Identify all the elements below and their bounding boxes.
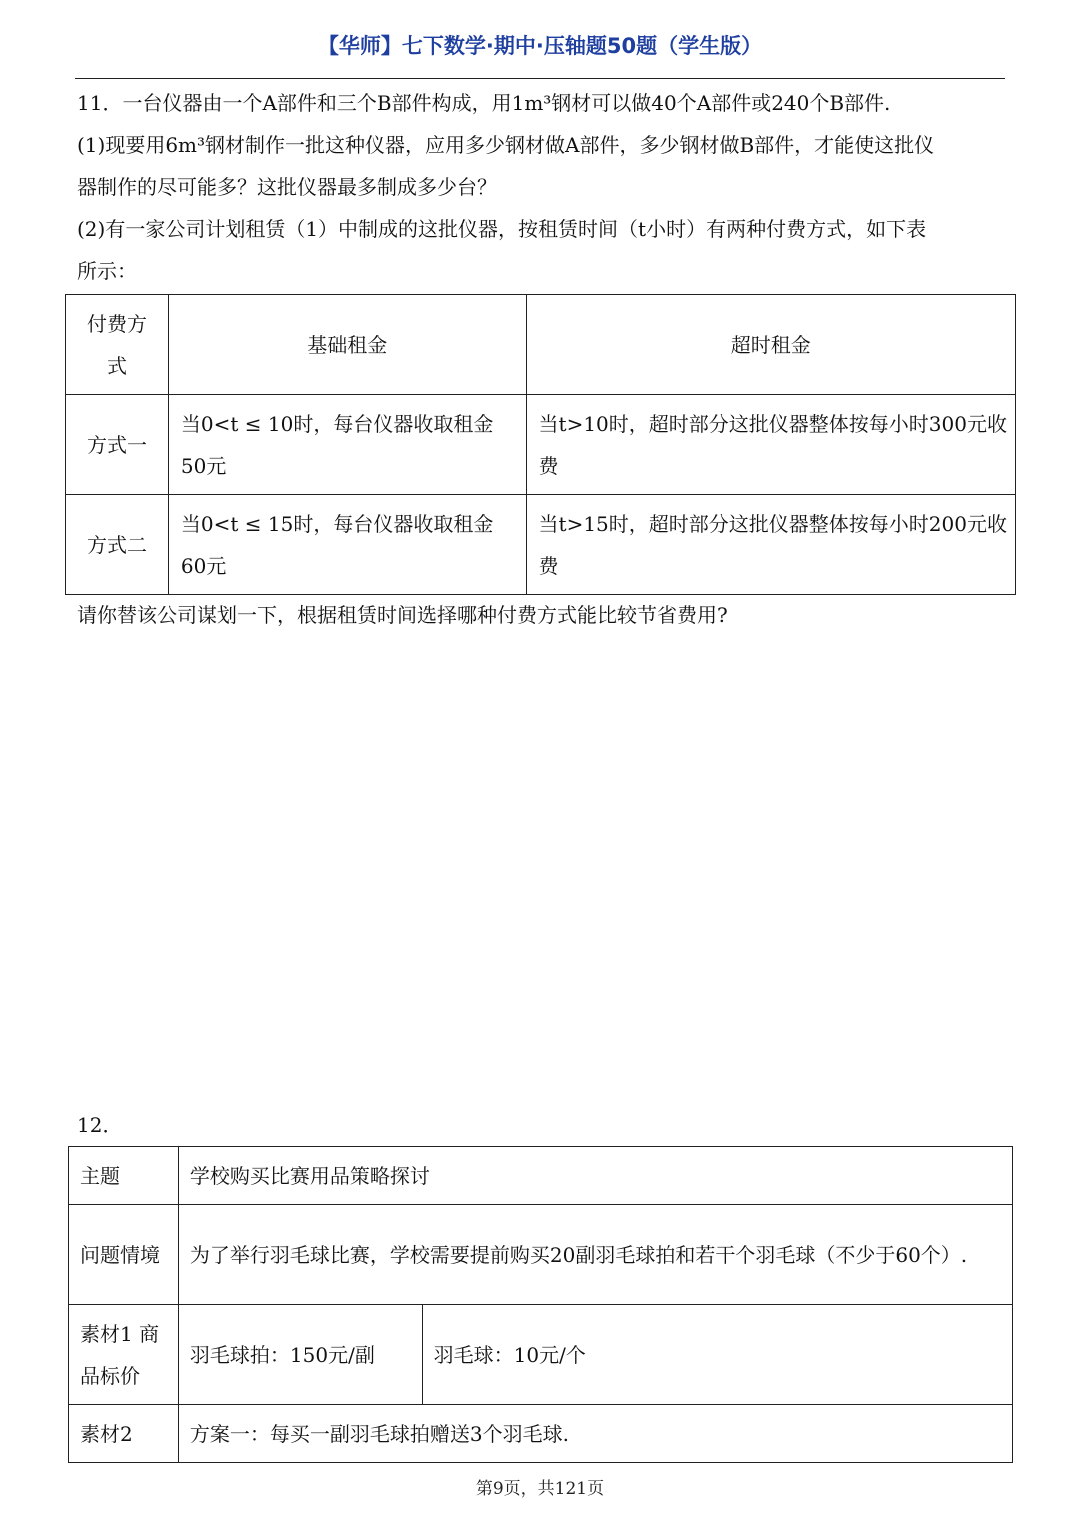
material2-label: 素材2	[69, 1405, 179, 1463]
method-cell: 方式二	[66, 495, 169, 595]
material2-value: 方案一：每买一副羽毛球拍赠送3个羽毛球.	[178, 1405, 1012, 1463]
table-header-row	[66, 295, 1016, 395]
method-cell: 方式一	[66, 395, 169, 495]
topic-label: 主题	[69, 1147, 179, 1205]
header-divider	[75, 78, 1005, 79]
document-header: 【华师】七下数学·期中·压轴题50题（学生版）	[317, 34, 763, 58]
topic-value: 学校购买比赛用品策略探讨	[178, 1147, 1012, 1205]
question-12-number: 12．	[77, 1113, 123, 1137]
page-number: 第9页，共121页	[475, 1479, 605, 1499]
situation-value: 为了举行羽毛球比赛，学校需要提前购买20副羽毛球拍和若干个羽毛球（不少于60个）.	[178, 1205, 1012, 1305]
question-11-ask: 请你替该公司谋划一下，根据租赁时间选择哪种付费方式能比较节省费用?	[77, 603, 728, 627]
question-12-table	[68, 1146, 1013, 1463]
situation-label: 问题情境	[69, 1205, 179, 1305]
question-11-part1-line2: 器制作的尽可能多？这批仪器最多制成多少台？	[77, 175, 497, 199]
table-row	[69, 1305, 1013, 1405]
material1-ball-price: 羽毛球：10元/个	[422, 1305, 1012, 1405]
overtime-rent-cell: 当t>10时，超时部分这批仪器整体按每小时300元收费	[526, 395, 1015, 495]
header-payment-method: 付费方式	[66, 295, 169, 395]
header-base-rent: 基础租金	[168, 295, 526, 395]
overtime-rent-cell: 当t>15时，超时部分这批仪器整体按每小时200元收费	[526, 495, 1015, 595]
table-row	[66, 395, 1016, 495]
material1-racket-price: 羽毛球拍：150元/副	[178, 1305, 422, 1405]
header-overtime-rent: 超时租金	[526, 295, 1015, 395]
table-row	[69, 1205, 1013, 1305]
base-rent-cell: 当0<t ≤ 10时，每台仪器收取租金50元	[168, 395, 526, 495]
question-11-part2-line2: 所示：	[77, 259, 137, 283]
question-11-part1-line1: (1)现要用6m³钢材制作一批这种仪器，应用多少钢材做A部件，多少钢材做B部件，才能使这批仪	[77, 133, 935, 157]
base-rent-cell: 当0<t ≤ 15时，每台仪器收取租金60元	[168, 495, 526, 595]
table-row	[66, 495, 1016, 595]
table-row	[69, 1405, 1013, 1463]
question-11-stem: 11．一台仪器由一个A部件和三个B部件构成，用1m³钢材可以做40个A部件或240个B部件.	[77, 91, 891, 115]
table-row	[69, 1147, 1013, 1205]
material1-label: 素材1 商品标价	[69, 1305, 179, 1405]
question-11-part2-line1: (2)有一家公司计划租赁（1）中制成的这批仪器，按租赁时间（t小时）有两种付费方式，如下表	[77, 217, 927, 241]
payment-methods-table	[65, 294, 1016, 595]
